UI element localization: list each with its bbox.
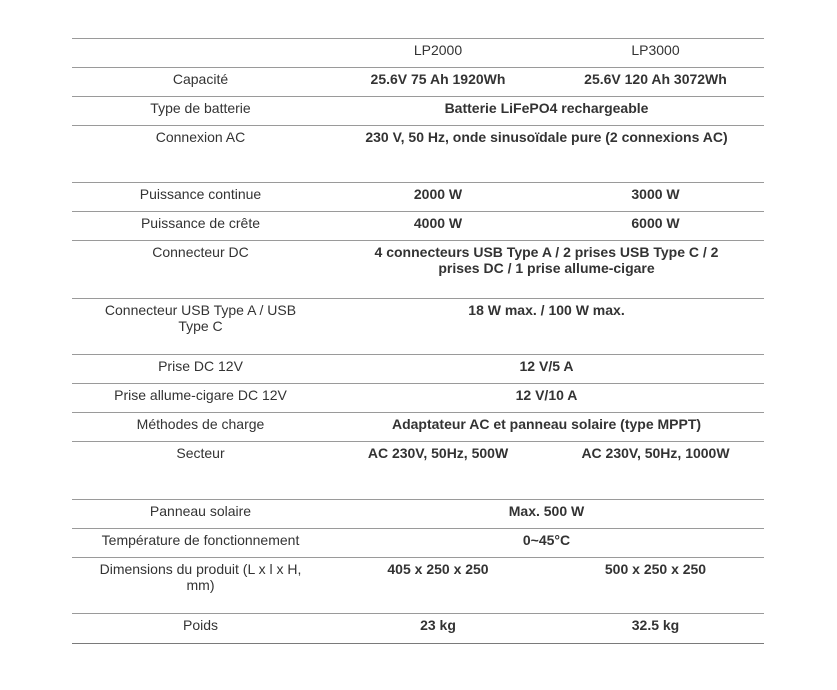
header-lp3000: LP3000 — [547, 39, 764, 68]
value-shared: Adaptateur AC et panneau solaire (type MPPT) — [329, 413, 764, 442]
row-label: Type de batterie — [72, 97, 329, 126]
table-row — [72, 183, 764, 212]
value-shared: 18 W max. / 100 W max. — [329, 299, 764, 355]
table-row — [72, 558, 764, 614]
value-lp2000: 4000 W — [329, 212, 547, 241]
row-label: Prise allume-cigare DC 12V — [72, 384, 329, 413]
row-label: Capacité — [72, 68, 329, 97]
value-shared: Batterie LiFePO4 rechargeable — [329, 97, 764, 126]
row-label: Puissance continue — [72, 183, 329, 212]
table-row — [72, 442, 764, 500]
value-lp2000: AC 230V, 50Hz, 500W — [329, 442, 547, 500]
value-shared: 12 V/5 A — [329, 355, 764, 384]
table-row — [72, 126, 764, 183]
table-row — [72, 68, 764, 97]
value-lp3000: 6000 W — [547, 212, 764, 241]
row-label: Méthodes de charge — [72, 413, 329, 442]
value-lp2000: 23 kg — [329, 614, 547, 644]
row-label: Connexion AC — [72, 126, 329, 183]
header-empty-cell — [72, 39, 329, 68]
row-label: Prise DC 12V — [72, 355, 329, 384]
table-row — [72, 500, 764, 529]
value-shared: 0~45°C — [329, 529, 764, 558]
table-row — [72, 241, 764, 299]
value-lp2000: 405 x 250 x 250 — [329, 558, 547, 614]
spec-table — [72, 38, 764, 644]
value-shared: 4 connecteurs USB Type A / 2 prises USB Type C / 2 prises DC / 1 prise allume-cigare — [329, 241, 764, 299]
row-label: Température de fonctionnement — [72, 529, 329, 558]
row-label: Puissance de crête — [72, 212, 329, 241]
header-lp2000: LP2000 — [329, 39, 547, 68]
value-shared: 230 V, 50 Hz, onde sinusoïdale pure (2 connexions AC) — [329, 126, 764, 183]
value-lp2000: 2000 W — [329, 183, 547, 212]
table-row — [72, 529, 764, 558]
row-label: Secteur — [72, 442, 329, 500]
value-lp3000: 500 x 250 x 250 — [547, 558, 764, 614]
row-label: Poids — [72, 614, 329, 644]
value-lp3000: 25.6V 120 Ah 3072Wh — [547, 68, 764, 97]
table-row — [72, 384, 764, 413]
table-header-row — [72, 39, 764, 68]
value-shared: Max. 500 W — [329, 500, 764, 529]
value-lp3000: 32.5 kg — [547, 614, 764, 644]
table-row — [72, 299, 764, 355]
row-label: Panneau solaire — [72, 500, 329, 529]
row-label: Dimensions du produit (L x l x H, mm) — [72, 558, 329, 614]
table-row — [72, 212, 764, 241]
table-row — [72, 97, 764, 126]
value-shared: 12 V/10 A — [329, 384, 764, 413]
row-label: Connecteur USB Type A / USB Type C — [72, 299, 329, 355]
row-label: Connecteur DC — [72, 241, 329, 299]
value-lp3000: AC 230V, 50Hz, 1000W — [547, 442, 764, 500]
table-row — [72, 355, 764, 384]
table-row — [72, 614, 764, 644]
value-lp3000: 3000 W — [547, 183, 764, 212]
table-row — [72, 413, 764, 442]
value-lp2000: 25.6V 75 Ah 1920Wh — [329, 68, 547, 97]
